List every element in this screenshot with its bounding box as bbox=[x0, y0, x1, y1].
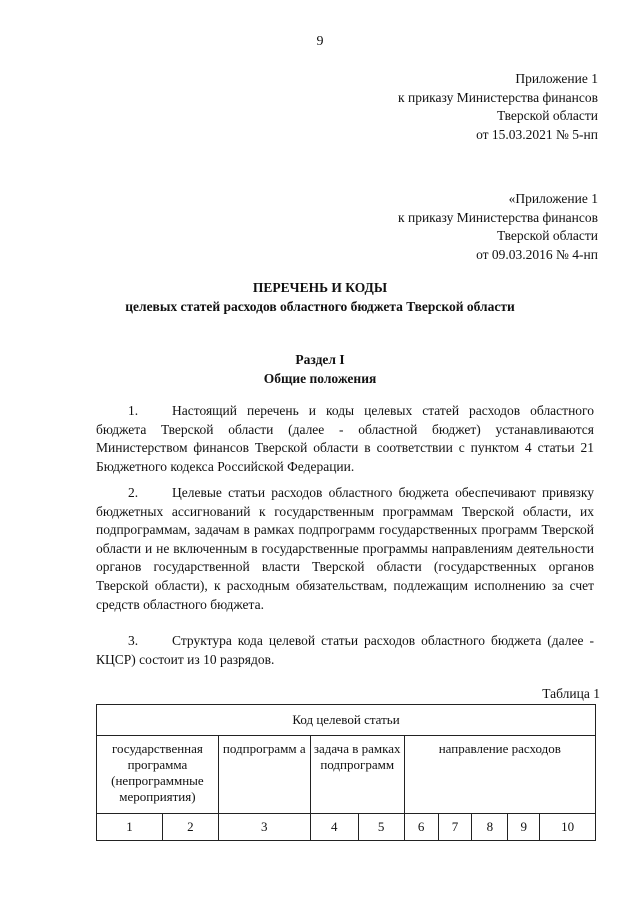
digit-cell: 7 bbox=[438, 814, 472, 841]
document-title bbox=[0, 278, 640, 316]
section-title: Общие положения bbox=[263, 371, 377, 386]
digit-cell: 4 bbox=[310, 814, 358, 841]
category-subprogram: подпрограмм а bbox=[218, 736, 310, 814]
category-task: задача в рамках подпрограмм bbox=[310, 736, 404, 814]
digit-cell: 2 bbox=[162, 814, 218, 841]
table-header-cell: Код целевой статьи bbox=[97, 705, 596, 736]
category-expense-direction: направление расходов bbox=[404, 736, 595, 814]
digit-cell: 8 bbox=[472, 814, 508, 841]
appendix-current-line: к приказу Министерства финансов bbox=[398, 89, 598, 105]
appendix-previous bbox=[398, 190, 598, 264]
paragraph-number: 1. bbox=[128, 403, 139, 418]
digit-cell: 3 bbox=[218, 814, 310, 841]
document-title-line1: ПЕРЕЧЕНЬ И КОДЫ bbox=[252, 280, 388, 295]
paragraph-number: 2. bbox=[128, 485, 139, 500]
section-number: Раздел I bbox=[295, 352, 345, 367]
digit-cell: 10 bbox=[540, 814, 596, 841]
digit-cell: 5 bbox=[358, 814, 404, 841]
appendix-current-line: Приложение 1 bbox=[515, 71, 598, 86]
paragraph-3 bbox=[96, 632, 594, 669]
appendix-current-line: Тверской области bbox=[497, 108, 598, 123]
digit-cell: 1 bbox=[97, 814, 163, 841]
appendix-current-line: от 15.03.2021 № 5-нп bbox=[476, 126, 598, 142]
paragraph-text: Целевые статьи расходов областного бюджета обеспечивают привязку бюджетных ассигнований к государственным программам Тверской области, их подпрограммам, задачам в рамках подпрограмм государственных программ Тверской области и не включенным в государственные программы направлениям деятельности органов государственной власти Тверской области (государственных органов Тверской области), к расходным обязательствам, подлежащим исполнению за счет средств областного бюджета. bbox=[96, 485, 594, 612]
appendix-previous-line: «Приложение 1 bbox=[508, 191, 598, 206]
document-title-line2: целевых статей расходов областного бюджета Тверской области bbox=[125, 299, 515, 314]
digit-cell: 9 bbox=[508, 814, 540, 841]
section-heading bbox=[0, 350, 640, 388]
kcsr-structure-table bbox=[96, 704, 596, 841]
appendix-current bbox=[398, 70, 598, 144]
table-caption: Таблица 1 bbox=[542, 686, 600, 701]
digit-cell: 6 bbox=[404, 814, 438, 841]
paragraph-2 bbox=[96, 484, 594, 614]
appendix-previous-line: Тверской области bbox=[497, 228, 598, 243]
category-state-program: государственная программа (непрограммные мероприятия) bbox=[97, 736, 219, 814]
appendix-previous-line: к приказу Министерства финансов bbox=[398, 209, 598, 225]
page-number: 9 bbox=[316, 34, 324, 49]
paragraph-1 bbox=[96, 402, 594, 476]
appendix-previous-line: от 09.03.2016 № 4-нп bbox=[476, 246, 598, 262]
paragraph-text: Настоящий перечень и коды целевых статей расходов областного бюджета Тверской области (далее - областной бюджет) устанавливаются Министерством финансов Тверской области в соответствии с пунктом 4 статьи 21 Бюджетного кодекса Российской Федерации. bbox=[96, 403, 594, 474]
paragraph-text: Структура кода целевой статьи расходов областного бюджета (далее - КЦСР) состоит из 10 разрядов. bbox=[96, 633, 594, 667]
paragraph-number: 3. bbox=[128, 633, 139, 648]
